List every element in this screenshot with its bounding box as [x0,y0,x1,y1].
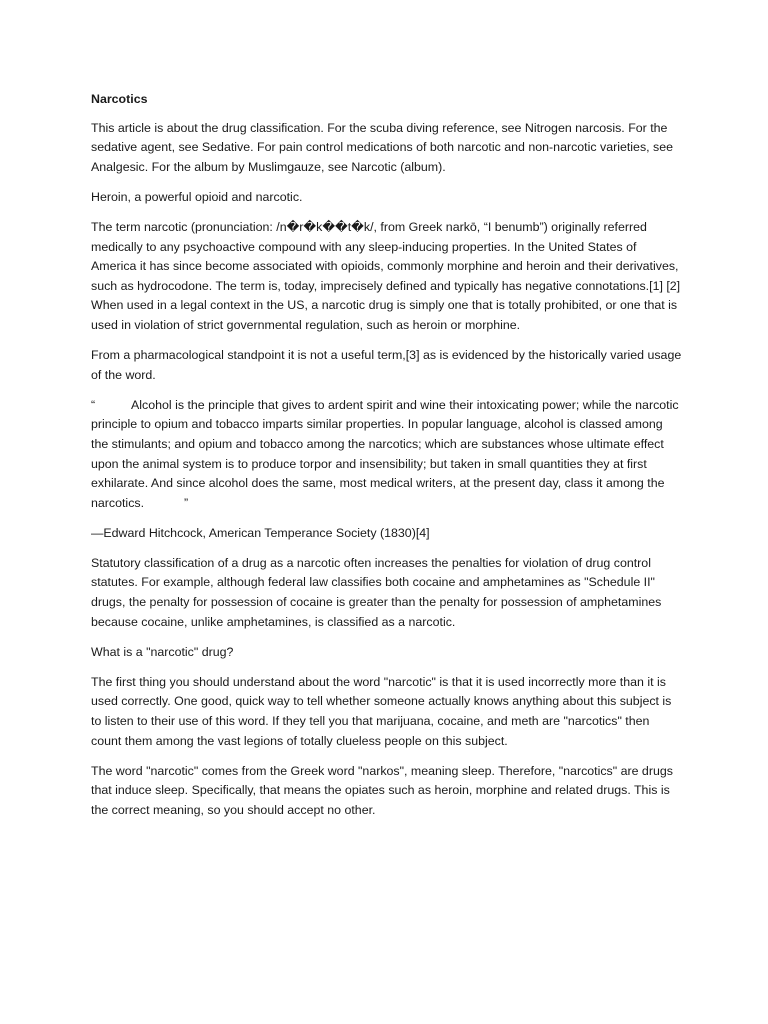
disambiguation-paragraph: This article is about the drug classification. For the scuba diving reference, see Nitrogen narcosis. For the sedative agent, see Sedative. For pain control medications of both narcotic and non-narcotic varieties, see Analgesic. For the album by Muslimgauze, see Narcotic (album). [91,120,674,174]
document-body [91,90,683,831]
quote-attribution: —Edward Hitchcock, American Temperance Society (1830)[4] [91,525,430,540]
pharmacology-paragraph: From a pharmacological standpoint it is not a useful term,[3] as is evidenced by the historically varied usage of the word. [91,348,682,382]
etymology-paragraph: The word "narcotic" comes from the Greek word "narkos", meaning sleep. Therefore, "narcotics" are drugs that induce sleep. Specifically, that means the opiates such as heroin, morphine and related drugs. This is the correct meaning, so you should accept no other. [91,763,673,817]
section-question: What is a "narcotic" drug? [91,644,234,659]
page-title: Narcotics [91,92,148,106]
blockquote [91,396,683,514]
quote-text: Alcohol is the principle that gives to ardent spirit and wine their intoxicating power; while the narcotic principle to opium and tobacco imparts similar properties. In popular language, alcohol is classed among the stimulants; and opium and tobacco among the narcotics; which are substances whose ultimate effect upon the animal system is to produce torpor and insensibility; but taken in small quantities they at first exhilarate. And since alcohol does the same, most medical writers, at the present day, class it among the narcotics. [91,397,679,510]
open-quote-mark: “ [91,397,96,412]
close-quote-mark: ” [184,495,189,510]
image-caption-paragraph: Heroin, a powerful opioid and narcotic. [91,189,303,204]
definition-paragraph: The term narcotic (pronunciation: /n�r�k��t�k/, from Greek narkō, “I benumb”) originally referred medically to any psychoactive compound with any sleep-inducing properties. In the United States of America it has since become associated with opioids, commonly morphine and heroin and their derivatives, such as hydrocodone. The term is, today, imprecisely defined and typically has negative connotations.[1] [2] When used in a legal context in the US, a narcotic drug is simply one that is totally prohibited, or one that is used in violation of strict governmental regulation, such as heroin or morphine. [91,219,681,332]
statutory-paragraph: Statutory classification of a drug as a narcotic often increases the penalties for violation of drug control statutes. For example, although federal law classifies both cocaine and amphetamines as "Schedule II" drugs, the penalty for possession of cocaine is greater than the penalty for possession of amphetamines because cocaine, unlike amphetamines, is classified as a narcotic. [91,555,662,629]
usage-paragraph: The first thing you should understand about the word "narcotic" is that it is used incorrectly more than it is used correctly. One good, quick way to tell whether someone actually knows anything about this subject is to listen to their use of this word. If they tell you that marijuana, cocaine, and meth are "narcotics" then count them among the vast legions of totally clueless people on this subject. [91,674,672,748]
